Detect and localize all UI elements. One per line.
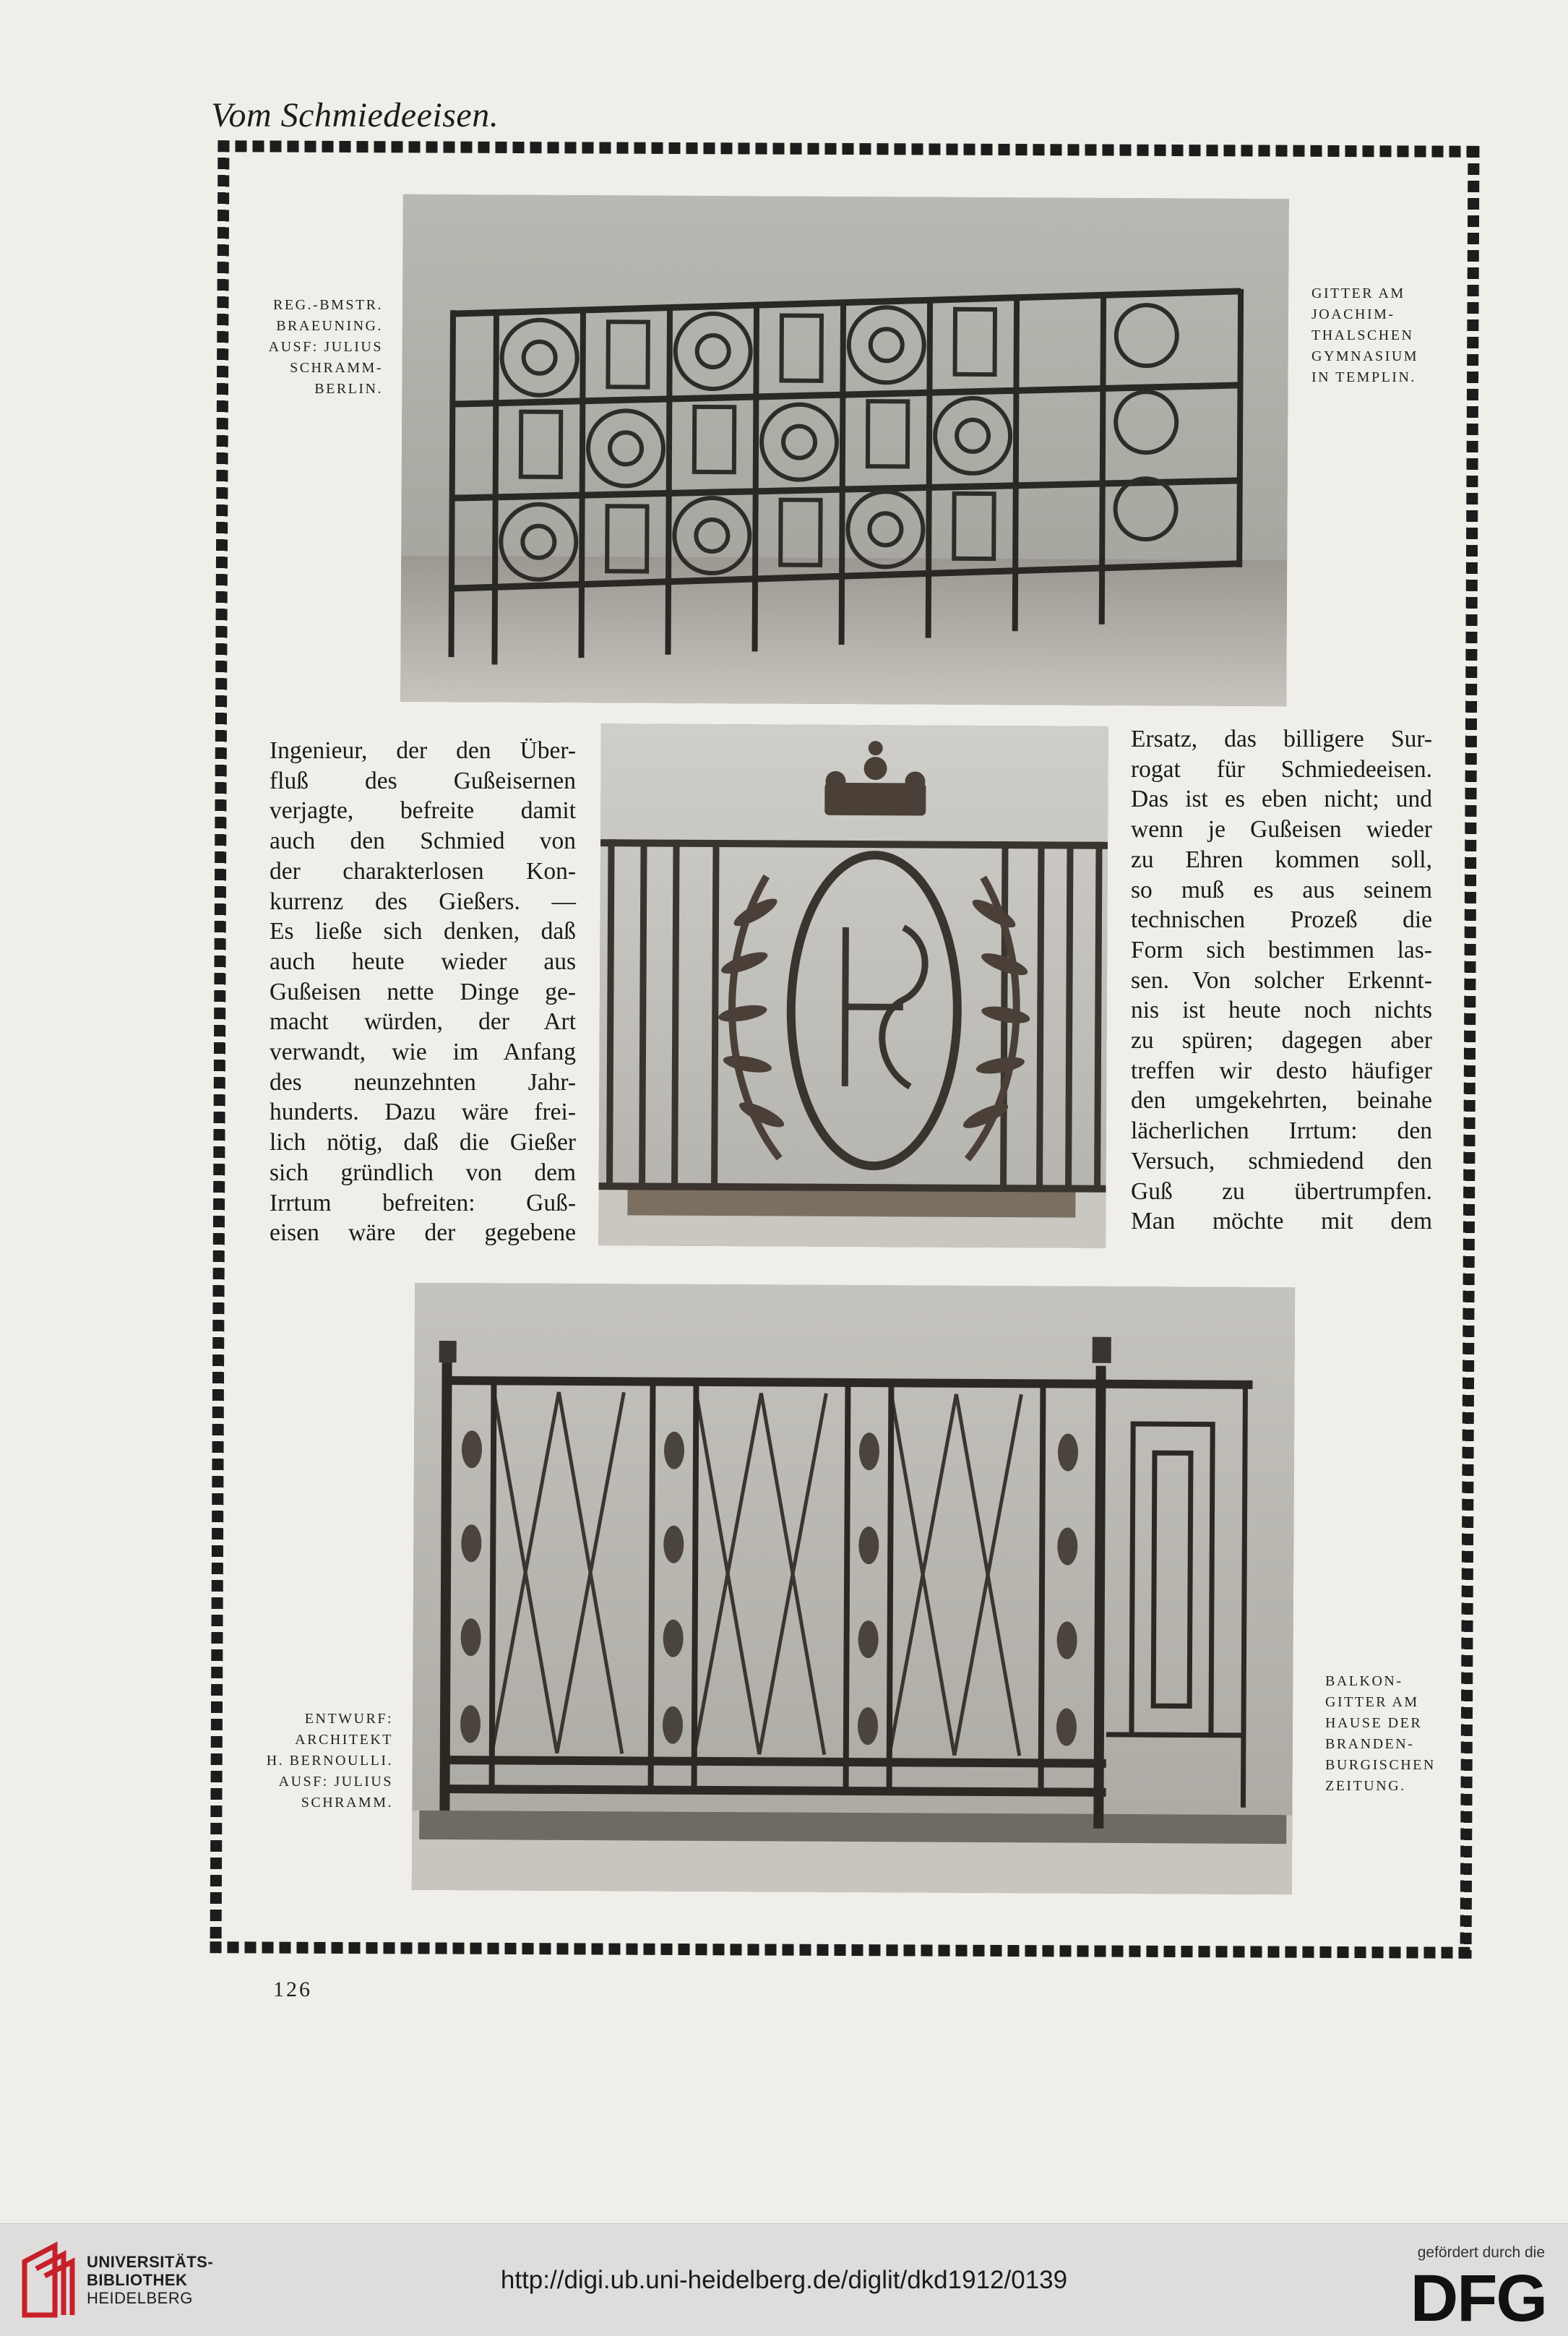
text-line: treffen wir desto häufiger: [1131, 1057, 1432, 1084]
caption-line: BRANDEN-: [1325, 1736, 1415, 1752]
caption-line: IN TEMPLIN.: [1311, 369, 1416, 385]
text-line: technischen Prozeß die: [1131, 906, 1432, 934]
text-line: fluß des Gußeisernen: [270, 767, 576, 794]
caption-top-left: [269, 295, 383, 400]
text-line: Man möchte mit dem: [1131, 1208, 1432, 1235]
library-name-line: BIBLIOTHEK: [87, 2271, 188, 2289]
caption-line: GITTER AM: [1325, 1694, 1419, 1710]
text-line: sich gründlich von dem: [270, 1159, 576, 1186]
text-line: rogat für Schmiedeeisen.: [1131, 755, 1432, 783]
text-line: verjagte, befreite damit: [270, 797, 576, 825]
caption-line: GYMNASIUM: [1311, 348, 1419, 364]
funding-note: gefördert durch die: [1417, 2244, 1545, 2261]
text-line: Guß zu übertrumpfen.: [1131, 1177, 1432, 1205]
caption-line: ENTWURF:: [304, 1711, 393, 1727]
caption-bottom-left: [267, 1709, 393, 1813]
photo-monogram-gate: [598, 723, 1108, 1248]
text-line: auch heute wieder aus: [270, 948, 576, 975]
caption-line: GITTER AM: [1311, 285, 1405, 301]
text-line: auch den Schmied von: [270, 828, 576, 855]
text-line: Es ließe sich denken, daß: [270, 918, 576, 945]
text-line: Versuch, schmiedend den: [1131, 1147, 1432, 1175]
text-line: zu spüren; dagegen aber: [1131, 1027, 1432, 1055]
text-line: hunderts. Dazu wäre frei-: [270, 1099, 576, 1126]
text-line: macht würden, der Art: [270, 1008, 576, 1036]
page-number: 126: [273, 1978, 312, 2001]
caption-line: JOACHIM-: [1311, 306, 1395, 322]
photo-balcony-railing-drawing: [412, 1283, 1295, 1894]
text-line: Gußeisen nette Dinge ge-: [270, 978, 576, 1005]
text-line: Form sich bestimmen las-: [1131, 936, 1432, 963]
text-line: nis ist heute noch nichts: [1131, 997, 1432, 1024]
caption-line: HAUSE DER: [1325, 1715, 1423, 1731]
permalink-url[interactable]: http://digi.ub.uni-heidelberg.de/diglit/dkd1912/0139: [500, 2266, 1068, 2294]
text-line: Ersatz, das billigere Sur-: [1131, 726, 1432, 752]
photo-balcony-railing: [412, 1283, 1295, 1894]
caption-line: H. BERNOULLI.: [266, 1753, 393, 1769]
caption-line: BRAEUNING.: [276, 318, 383, 334]
text-line: sen. Von solcher Erkennt-: [1131, 966, 1432, 994]
caption-line: BURGISCHEN: [1325, 1757, 1436, 1773]
caption-line: THALSCHEN: [1311, 327, 1414, 343]
library-name-line: UNIVERSITÄTS-: [87, 2253, 214, 2271]
library-name-line: HEIDELBERG: [87, 2289, 193, 2307]
photo-monogram-gate-drawing: [598, 723, 1108, 1248]
caption-line: AUSF: JULIUS: [278, 1774, 393, 1790]
text-line: des neunzehnten Jahr-: [270, 1068, 576, 1096]
text-line: wenn je Gußeisen wieder: [1131, 816, 1432, 843]
photo-railing-joachimsthal: [400, 194, 1289, 706]
text-line: kurrenz des Gießers. —: [270, 888, 576, 915]
caption-line: BALKON-: [1325, 1673, 1403, 1689]
caption-line: SCHRAMM-: [290, 360, 383, 376]
caption-line: SCHRAMM.: [301, 1795, 393, 1811]
photo-railing-joachimsthal-drawing: [400, 194, 1289, 706]
digitization-footer: [0, 2223, 1568, 2336]
text-line: Irrtum befreiten: Guß-: [270, 1189, 576, 1216]
text-column-left: [270, 736, 576, 1248]
text-line: so muß es aus seinem: [1131, 876, 1432, 903]
text-line: lich nötig, daß die Gießer: [270, 1129, 576, 1156]
text-column-right: [1131, 724, 1432, 1237]
text-line: lächerlichen Irrtum: den: [1131, 1117, 1432, 1145]
text-line: Das ist es eben nicht; und: [1131, 786, 1432, 813]
caption-bottom-right: [1325, 1671, 1436, 1797]
dfg-logo-icon[interactable]: DFG: [1410, 2262, 1546, 2335]
caption-line: BERLIN.: [314, 381, 383, 397]
caption-top-right: [1311, 283, 1418, 388]
text-line: Ingenieur, der den Über-: [270, 737, 576, 764]
text-line: eisen wäre der gegebene: [270, 1219, 576, 1247]
caption-line: AUSF: JULIUS: [268, 339, 383, 355]
text-line: verwandt, wie im Anfang: [270, 1039, 576, 1066]
caption-line: REG.-BMSTR.: [273, 297, 383, 313]
caption-line: ZEITUNG.: [1325, 1778, 1406, 1794]
caption-line: ARCHITEKT: [295, 1732, 393, 1748]
text-line: der charakterlosen Kon-: [270, 857, 576, 885]
running-head: Vom Schmiedeeisen.: [211, 96, 499, 134]
text-line: den umgekehrten, beinahe: [1131, 1087, 1432, 1115]
text-line: zu Ehren kommen soll,: [1131, 846, 1432, 873]
